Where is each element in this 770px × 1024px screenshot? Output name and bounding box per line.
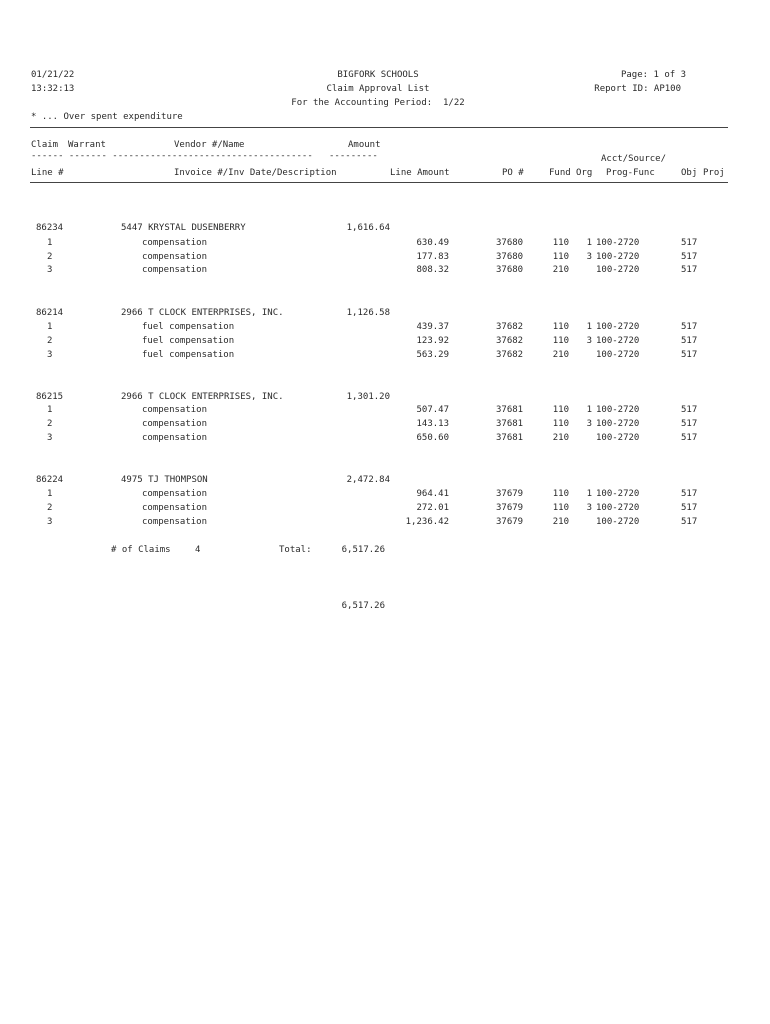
col-prog: Prog-Func bbox=[606, 168, 655, 178]
col-vendor: Vendor #/Name bbox=[174, 140, 245, 150]
fund: 110 bbox=[552, 238, 569, 248]
po-number: 37681 bbox=[496, 405, 524, 415]
line-amount: 630.49 bbox=[416, 238, 449, 248]
line-description: compensation bbox=[142, 503, 208, 513]
line-description: compensation bbox=[142, 252, 208, 262]
col-dash-line: ------ ------- ------------------------------------- --------- bbox=[31, 151, 378, 161]
prog-func: 100-2720 bbox=[596, 517, 640, 527]
line-number: 3 bbox=[47, 433, 53, 443]
obj-code: 517 bbox=[681, 489, 698, 499]
line-description: fuel compensation bbox=[142, 350, 235, 360]
claim-amount: 1,301.20 bbox=[346, 392, 390, 402]
col-obj: Obj bbox=[681, 168, 698, 178]
po-number: 37682 bbox=[496, 350, 524, 360]
fund: 110 bbox=[552, 252, 569, 262]
obj-code: 517 bbox=[681, 322, 698, 332]
fund: 110 bbox=[552, 503, 569, 513]
report-date: 01/21/22 bbox=[31, 70, 75, 80]
line-number: 1 bbox=[47, 238, 53, 248]
col-amount: Amount bbox=[348, 140, 381, 150]
line-amount: 177.83 bbox=[416, 252, 449, 262]
claims-count: 4 bbox=[195, 545, 201, 555]
claim-amount: 1,126.58 bbox=[346, 308, 390, 318]
total-label: Total: bbox=[279, 545, 312, 555]
prog-func: 100-2720 bbox=[596, 350, 640, 360]
obj-code: 517 bbox=[681, 336, 698, 346]
line-amount: 507.47 bbox=[416, 405, 449, 415]
line-description: compensation bbox=[142, 238, 208, 248]
fund: 210 bbox=[552, 517, 569, 527]
line-description: compensation bbox=[142, 433, 208, 443]
claim-number: 86224 bbox=[36, 475, 64, 485]
obj-code: 517 bbox=[681, 419, 698, 429]
org: 3 bbox=[586, 336, 592, 346]
claims-count-label: # of Claims bbox=[111, 545, 171, 555]
prog-func: 100-2720 bbox=[596, 405, 640, 415]
line-amount: 650.60 bbox=[416, 433, 449, 443]
line-description: compensation bbox=[142, 405, 208, 415]
vendor-name: 2966 T CLOCK ENTERPRISES, INC. bbox=[121, 308, 284, 318]
org: 1 bbox=[586, 322, 592, 332]
line-number: 2 bbox=[47, 252, 53, 262]
line-description: compensation bbox=[142, 265, 208, 275]
po-number: 37679 bbox=[496, 489, 524, 499]
line-description: fuel compensation bbox=[142, 336, 235, 346]
report-id: Report ID: AP100 bbox=[594, 84, 681, 94]
claim-number: 86214 bbox=[36, 308, 64, 318]
claim-amount: 1,616.64 bbox=[346, 223, 390, 233]
fund: 110 bbox=[552, 419, 569, 429]
po-number: 37679 bbox=[496, 503, 524, 513]
report-title: Claim Approval List bbox=[326, 84, 430, 94]
prog-func: 100-2720 bbox=[596, 419, 640, 429]
line-amount: 272.01 bbox=[416, 503, 449, 513]
line-amount: 439.37 bbox=[416, 322, 449, 332]
line-number: 2 bbox=[47, 336, 53, 346]
prog-func: 100-2720 bbox=[596, 336, 640, 346]
obj-code: 517 bbox=[681, 238, 698, 248]
line-description: compensation bbox=[142, 489, 208, 499]
po-number: 37680 bbox=[496, 265, 524, 275]
col-proj: Proj bbox=[703, 168, 725, 178]
org-name: BIGFORK SCHOOLS bbox=[337, 70, 419, 80]
fund: 210 bbox=[552, 433, 569, 443]
obj-code: 517 bbox=[681, 517, 698, 527]
prog-func: 100-2720 bbox=[596, 265, 640, 275]
col-acct: Acct/Source/ bbox=[601, 154, 667, 164]
fund: 210 bbox=[552, 265, 569, 275]
org: 3 bbox=[586, 252, 592, 262]
line-number: 3 bbox=[47, 265, 53, 275]
line-description: compensation bbox=[142, 419, 208, 429]
po-number: 37682 bbox=[496, 336, 524, 346]
line-number: 1 bbox=[47, 322, 53, 332]
line-description: compensation bbox=[142, 517, 208, 527]
prog-func: 100-2720 bbox=[596, 322, 640, 332]
accounting-period: For the Accounting Period: 1/22 bbox=[291, 98, 465, 108]
line-number: 1 bbox=[47, 405, 53, 415]
report-time: 13:32:13 bbox=[31, 84, 75, 94]
vendor-name: 5447 KRYSTAL DUSENBERRY bbox=[121, 223, 246, 233]
prog-func: 100-2720 bbox=[596, 503, 640, 513]
po-number: 37681 bbox=[496, 433, 524, 443]
col-line: Line # bbox=[31, 168, 64, 178]
obj-code: 517 bbox=[681, 405, 698, 415]
po-number: 37680 bbox=[496, 252, 524, 262]
line-amount: 563.29 bbox=[416, 350, 449, 360]
claim-number: 86215 bbox=[36, 392, 64, 402]
po-number: 37681 bbox=[496, 419, 524, 429]
col-claim: Claim bbox=[31, 140, 59, 150]
obj-code: 517 bbox=[681, 433, 698, 443]
total-amount: 6,517.26 bbox=[341, 545, 385, 555]
line-number: 3 bbox=[47, 350, 53, 360]
obj-code: 517 bbox=[681, 350, 698, 360]
line-number: 2 bbox=[47, 419, 53, 429]
po-number: 37682 bbox=[496, 322, 524, 332]
header-rule-top bbox=[30, 127, 728, 128]
claim-number: 86234 bbox=[36, 223, 64, 233]
vendor-name: 4975 TJ THOMPSON bbox=[121, 475, 208, 485]
org: 1 bbox=[586, 489, 592, 499]
col-line-amount: Line Amount bbox=[390, 168, 450, 178]
vendor-name: 2966 T CLOCK ENTERPRISES, INC. bbox=[121, 392, 284, 402]
claim-amount: 2,472.84 bbox=[346, 475, 390, 485]
page-number: Page: 1 of 3 bbox=[620, 70, 686, 80]
col-org: Org bbox=[576, 168, 593, 178]
col-invoice: Invoice #/Inv Date/Description bbox=[174, 168, 337, 178]
line-amount: 143.13 bbox=[416, 419, 449, 429]
fund: 110 bbox=[552, 322, 569, 332]
line-number: 1 bbox=[47, 489, 53, 499]
line-amount: 964.41 bbox=[416, 489, 449, 499]
obj-code: 517 bbox=[681, 265, 698, 275]
fund: 110 bbox=[552, 489, 569, 499]
obj-code: 517 bbox=[681, 503, 698, 513]
line-amount: 1,236.42 bbox=[405, 517, 449, 527]
line-number: 2 bbox=[47, 503, 53, 513]
prog-func: 100-2720 bbox=[596, 433, 640, 443]
col-po: PO # bbox=[502, 168, 524, 178]
prog-func: 100-2720 bbox=[596, 489, 640, 499]
col-fund: Fund bbox=[549, 168, 571, 178]
prog-func: 100-2720 bbox=[596, 238, 640, 248]
org: 3 bbox=[586, 503, 592, 513]
line-amount: 123.92 bbox=[416, 336, 449, 346]
obj-code: 517 bbox=[681, 252, 698, 262]
po-number: 37679 bbox=[496, 517, 524, 527]
line-amount: 808.32 bbox=[416, 265, 449, 275]
po-number: 37680 bbox=[496, 238, 524, 248]
line-number: 3 bbox=[47, 517, 53, 527]
line-description: fuel compensation bbox=[142, 322, 235, 332]
grand-total: 6,517.26 bbox=[341, 601, 385, 611]
header-rule-bottom bbox=[30, 182, 728, 183]
org: 1 bbox=[586, 405, 592, 415]
legend-note: * ... Over spent expenditure bbox=[31, 112, 183, 122]
prog-func: 100-2720 bbox=[596, 252, 640, 262]
org: 1 bbox=[586, 238, 592, 248]
fund: 210 bbox=[552, 350, 569, 360]
col-warrant: Warrant bbox=[68, 140, 106, 150]
org: 3 bbox=[586, 419, 592, 429]
fund: 110 bbox=[552, 336, 569, 346]
fund: 110 bbox=[552, 405, 569, 415]
